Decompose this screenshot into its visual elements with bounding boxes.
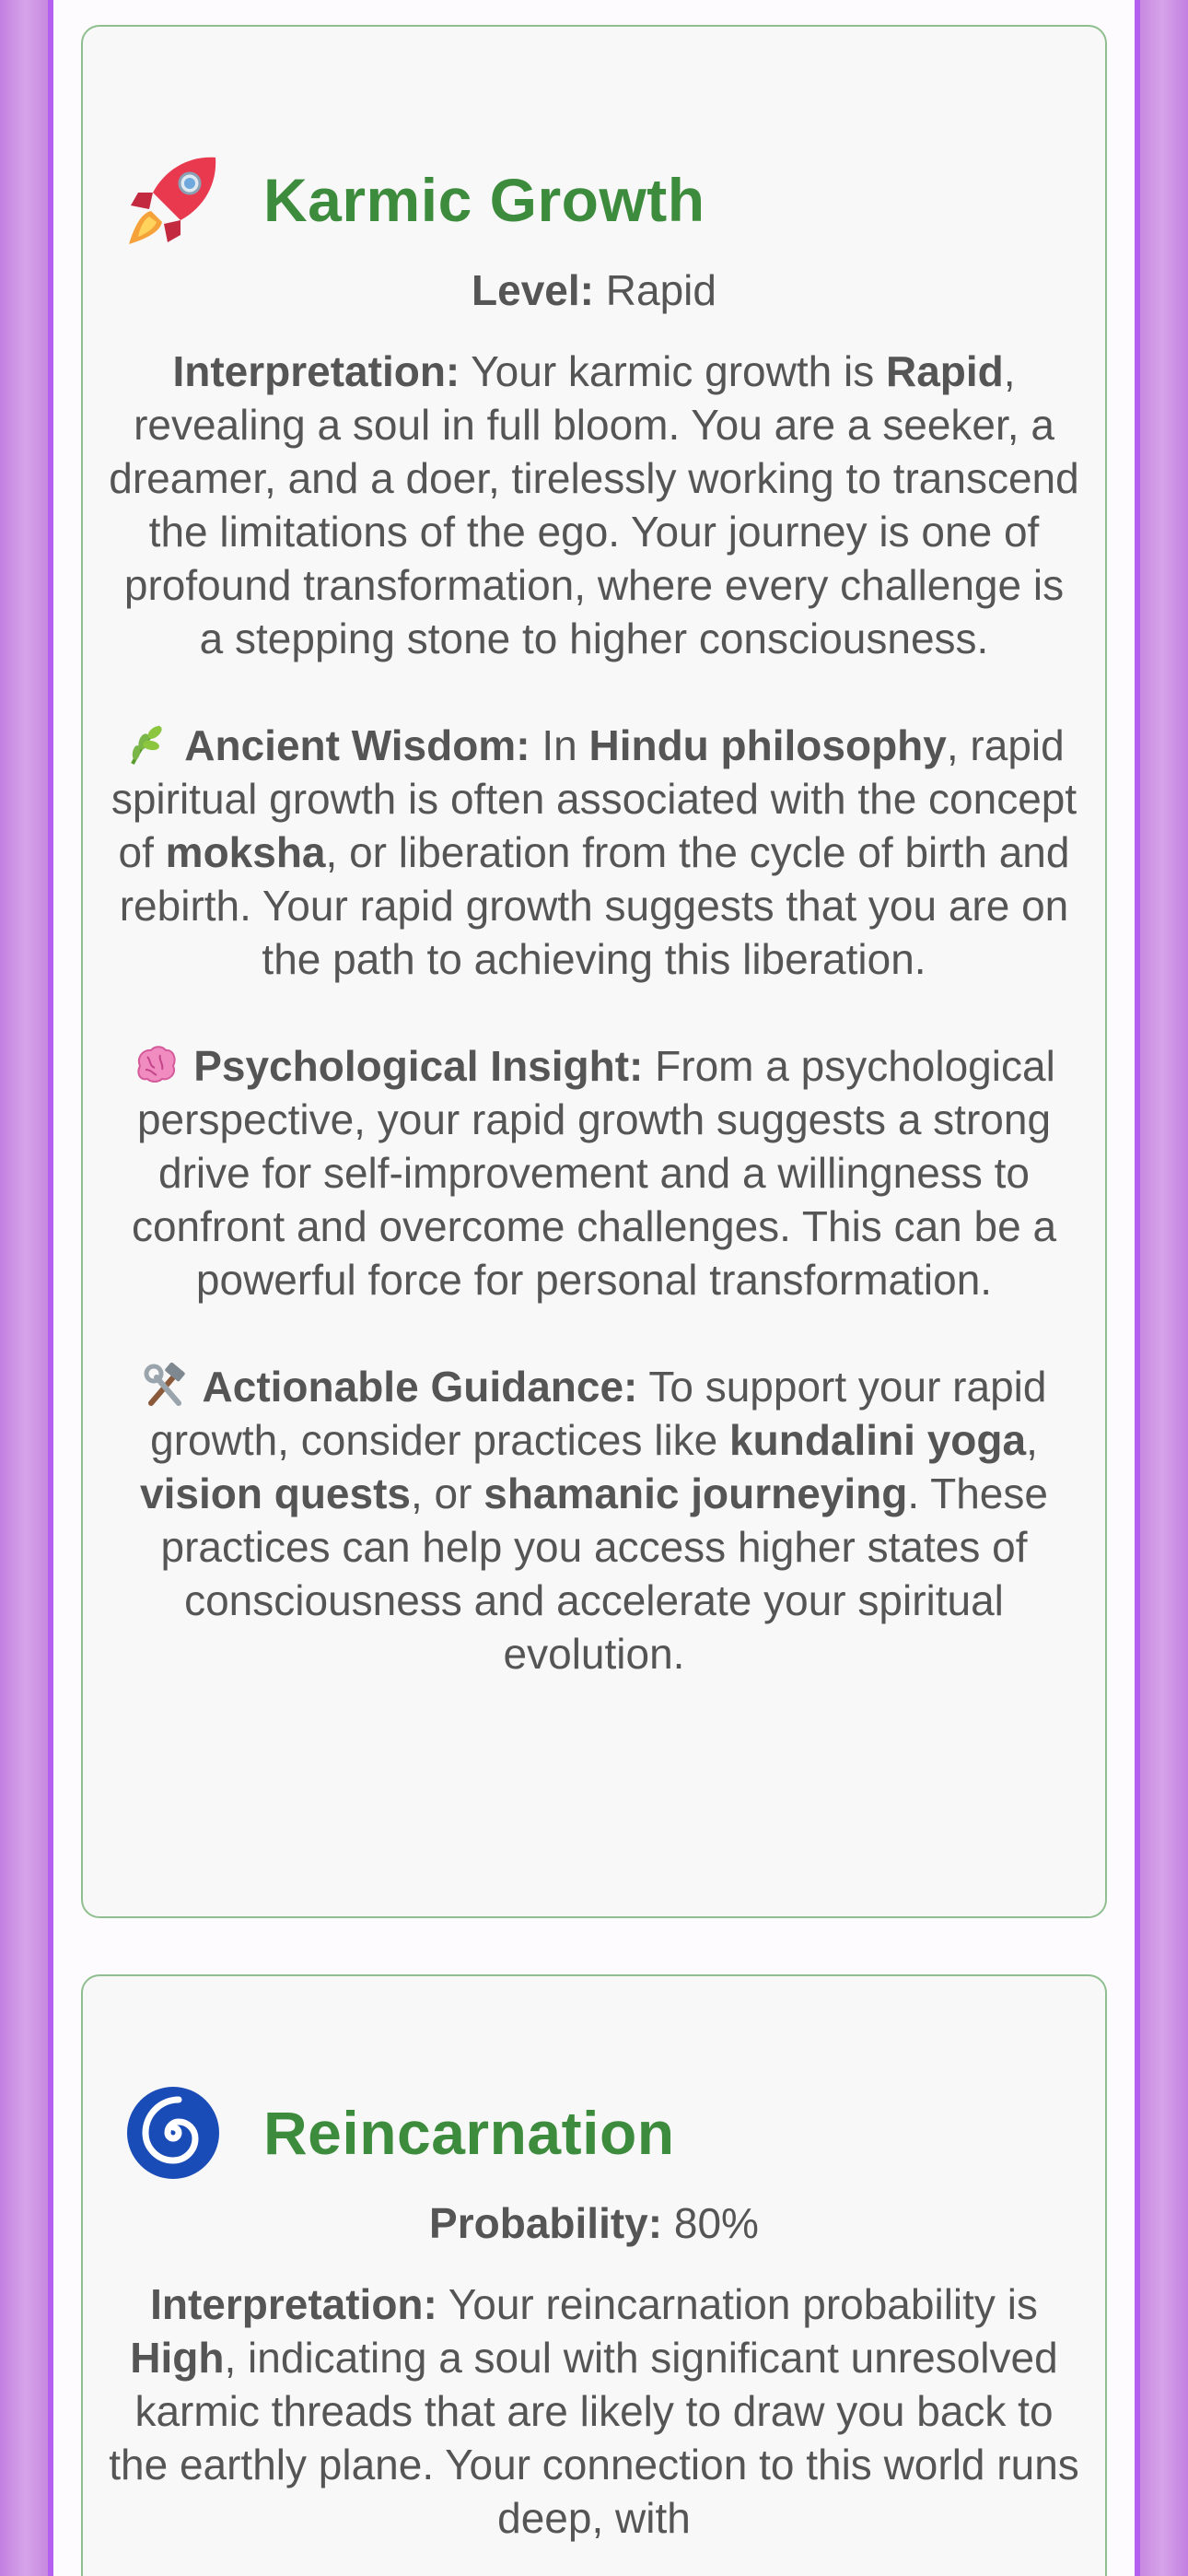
karmic-growth-card: [81, 25, 1107, 1918]
interpretation-label: Interpretation:: [150, 2280, 437, 2328]
level-value: Rapid: [605, 266, 716, 314]
guidance-highlight-2: vision quests: [140, 1469, 411, 1517]
card-header: [109, 149, 1079, 251]
rocket-icon: [125, 152, 221, 248]
card-title: Reincarnation: [263, 2099, 675, 2167]
interpretation-text-cont: , indicating a soul with significant unresolved karmic threads that are likely to draw you back to the earthly plane. Your connection to this world runs deep, with: [109, 2334, 1079, 2542]
interpretation-paragraph: [109, 345, 1079, 665]
interpretation-text: Your karmic growth is: [471, 347, 875, 395]
wisdom-text: In: [542, 721, 577, 769]
actionable-guidance-paragraph: [109, 1360, 1079, 1680]
wisdom-text-2: , rapid spiritual growth is often associated with the concept of: [111, 721, 1077, 876]
wisdom-text-3: , or liberation from the cycle of birth and rebirth. Your rapid growth suggests that you are on the path to achieving this liberation.: [119, 828, 1070, 983]
wisdom-highlight-1: Hindu philosophy: [588, 721, 947, 769]
actionable-guidance-label: Actionable Guidance:: [202, 1363, 638, 1411]
probability-value: 80%: [673, 2199, 759, 2247]
guidance-text-3: , or: [411, 1469, 472, 1517]
psychological-insight-paragraph: [109, 1039, 1079, 1306]
guidance-highlight-3: shamanic journeying: [483, 1469, 908, 1517]
ancient-wisdom-paragraph: [109, 719, 1079, 986]
probability-line: [109, 2196, 1079, 2250]
cyclone-icon: [125, 2085, 221, 2181]
level-line: [109, 263, 1079, 317]
ancient-wisdom-label: Ancient Wisdom:: [184, 721, 530, 769]
guidance-text-4: . These practices can help you access higher states of consciousness and accelerate your spiritual evolution.: [160, 1469, 1048, 1678]
interpretation-text: Your reincarnation probability is: [448, 2280, 1038, 2328]
psych-text: From a psychological perspective, your rapid growth suggests a strong drive for self-improvement and a willingness to confront and overcome challenges. This can be a powerful force for personal transformation.: [131, 1042, 1057, 1304]
probability-label: Probability:: [429, 2199, 663, 2247]
guidance-text-2: ,: [1026, 1416, 1038, 1464]
interpretation-label: Interpretation:: [172, 347, 460, 395]
interpretation-text-cont: , revealing a soul in full bloom. You are a seeker, a dreamer, and a doer, tirelessly working to transcend the limitations of the ego. Your journey is one of profound transformation, where every challenge is a stepping stone to higher consciousness.: [109, 347, 1079, 662]
interpretation-highlight: Rapid: [885, 347, 1004, 395]
card-header: [109, 2082, 1079, 2184]
herb-icon: [123, 721, 169, 767]
brain-icon: [133, 1042, 179, 1088]
interpretation-paragraph: [109, 2277, 1079, 2545]
hammer-and-wrench-icon: [142, 1363, 188, 1409]
interpretation-highlight: High: [130, 2334, 225, 2382]
level-label: Level:: [472, 266, 594, 314]
guidance-text: To support your rapid growth, consider practices like: [150, 1363, 1047, 1464]
wisdom-highlight-2: moksha: [165, 828, 326, 876]
card-title: Karmic Growth: [263, 166, 705, 234]
psychological-insight-label: Psychological Insight:: [193, 1042, 644, 1090]
reincarnation-card: [81, 1974, 1107, 2576]
guidance-highlight-1: kundalini yoga: [729, 1416, 1027, 1464]
